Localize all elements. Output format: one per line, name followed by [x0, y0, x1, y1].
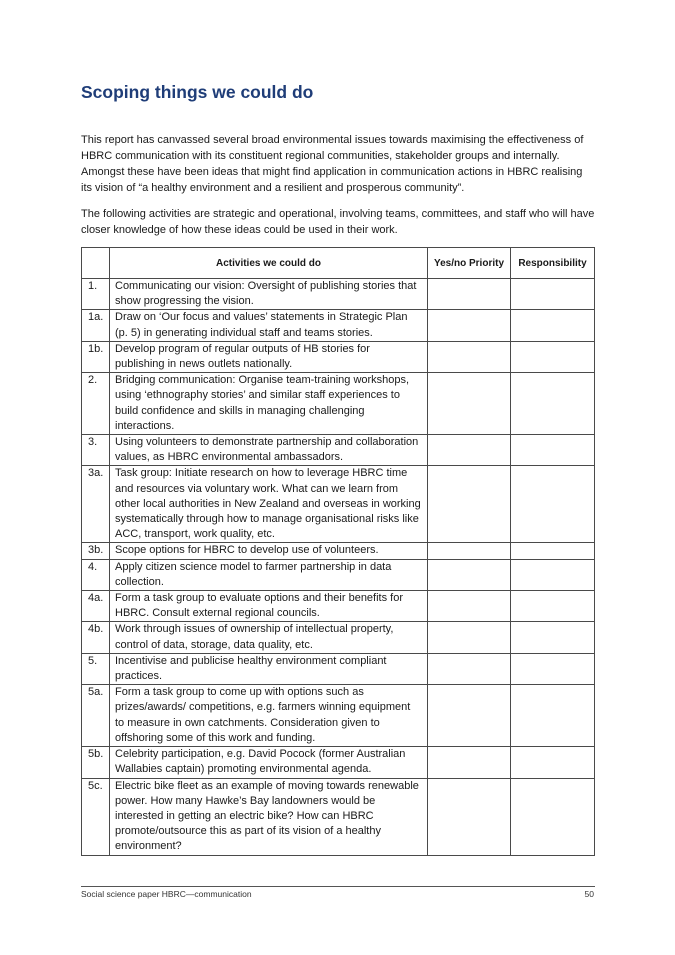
page-number: 50 — [584, 889, 594, 899]
table-row — [82, 310, 595, 341]
table-row — [82, 591, 595, 622]
row-activity: Incentivise and publicise healthy environment compliant practices. — [110, 653, 428, 684]
row-activity: Electric bike fleet as an example of moving towards renewable power. How many Hawke’s Bay landowners would be interested in getting an electric bike? How can HBRC promote/outsource this as part of its vision of a healthy environment? — [110, 778, 428, 855]
row-responsibility-cell — [511, 747, 595, 778]
table-row — [82, 341, 595, 372]
row-priority-cell — [428, 591, 511, 622]
row-number: 4. — [82, 559, 110, 590]
row-priority-cell — [428, 778, 511, 855]
row-priority-cell — [428, 622, 511, 653]
row-responsibility-cell — [511, 466, 595, 543]
row-number: 5c. — [82, 778, 110, 855]
row-responsibility-cell — [511, 373, 595, 435]
row-number: 3b. — [82, 543, 110, 559]
table-row — [82, 466, 595, 543]
table-row — [82, 435, 595, 466]
footer-divider — [81, 886, 595, 887]
table-row — [82, 685, 595, 747]
row-priority-cell — [428, 559, 511, 590]
table-row — [82, 653, 595, 684]
header-number — [82, 248, 110, 279]
row-activity: Scope options for HBRC to develop use of volunteers. — [110, 543, 428, 559]
row-number: 2. — [82, 373, 110, 435]
table-row — [82, 559, 595, 590]
row-responsibility-cell — [511, 559, 595, 590]
activities-table — [81, 247, 595, 856]
intro-paragraph: This report has canvassed several broad environmental issues towards maximising the effectiveness of HBRC communication with its constituent regional communities, stakeholder groups and internally. Amongst these have been ideas that might find application in communication actions in HBRC realising its vision of “a healthy environment and a resilient and prosperous community”. — [81, 134, 584, 194]
row-number: 5b. — [82, 747, 110, 778]
header-responsibility: Responsibility — [511, 248, 595, 279]
row-responsibility-cell — [511, 685, 595, 747]
row-priority-cell — [428, 341, 511, 372]
header-priority: Yes/no Priority — [428, 248, 511, 279]
row-number: 5. — [82, 653, 110, 684]
row-priority-cell — [428, 435, 511, 466]
row-priority-cell — [428, 466, 511, 543]
table-row — [82, 747, 595, 778]
row-priority-cell — [428, 279, 511, 310]
row-priority-cell — [428, 747, 511, 778]
row-activity: Form a task group to come up with options such as prizes/awards/ competitions, e.g. farmers winning equipment to measure in own catchments. Consideration given to offshoring some of this work and funding. — [110, 685, 428, 747]
row-activity: Task group: Initiate research on how to leverage HBRC time and resources via voluntary work. What can we learn from other local authorities in New Zealand and overseas in working systematically through how to manage organisational risks like ACC, transport, work quality, etc. — [110, 466, 428, 543]
row-activity: Develop program of regular outputs of HB stories for publishing in news outlets nationally. — [110, 341, 428, 372]
activities-paragraph: The following activities are strategic and operational, involving teams, committees, and staff who will have closer knowledge of how these ideas could be used in their work. — [81, 208, 595, 236]
row-number: 3a. — [82, 466, 110, 543]
row-responsibility-cell — [511, 279, 595, 310]
row-priority-cell — [428, 653, 511, 684]
row-priority-cell — [428, 373, 511, 435]
table-row — [82, 543, 595, 559]
row-priority-cell — [428, 685, 511, 747]
row-number: 5a. — [82, 685, 110, 747]
row-activity: Draw on ‘Our focus and values’ statements in Strategic Plan (p. 5) in generating individual staff and teams stories. — [110, 310, 428, 341]
row-number: 3. — [82, 435, 110, 466]
row-activity: Celebrity participation, e.g. David Pocock (former Australian Wallabies captain) promoting environmental agenda. — [110, 747, 428, 778]
table-row — [82, 622, 595, 653]
table-row — [82, 279, 595, 310]
footer-title: Social science paper HBRC—communication — [81, 889, 252, 899]
row-number: 1b. — [82, 341, 110, 372]
row-responsibility-cell — [511, 778, 595, 855]
row-priority-cell — [428, 543, 511, 559]
row-responsibility-cell — [511, 341, 595, 372]
table-row — [82, 373, 595, 435]
row-responsibility-cell — [511, 310, 595, 341]
header-activities: Activities we could do — [110, 248, 428, 279]
row-number: 1. — [82, 279, 110, 310]
row-number: 1a. — [82, 310, 110, 341]
row-activity: Using volunteers to demonstrate partnership and collaboration values, as HBRC environmental ambassadors. — [110, 435, 428, 466]
row-activity: Bridging communication: Organise team-training workshops, using ‘ethnography stories’ and similar staff experiences to build confidence and skills in managing challenging interactions. — [110, 373, 428, 435]
table-row — [82, 778, 595, 855]
page-heading: Scoping things we could do — [81, 82, 314, 102]
row-responsibility-cell — [511, 591, 595, 622]
row-number: 4b. — [82, 622, 110, 653]
row-responsibility-cell — [511, 653, 595, 684]
row-number: 4a. — [82, 591, 110, 622]
row-activity: Apply citizen science model to farmer partnership in data collection. — [110, 559, 428, 590]
row-priority-cell — [428, 310, 511, 341]
row-activity: Form a task group to evaluate options and their benefits for HBRC. Consult external regional councils. — [110, 591, 428, 622]
table-header-row — [82, 248, 595, 279]
row-responsibility-cell — [511, 622, 595, 653]
row-responsibility-cell — [511, 435, 595, 466]
row-activity: Communicating our vision: Oversight of publishing stories that show progressing the vision. — [110, 279, 428, 310]
row-activity: Work through issues of ownership of intellectual property, control of data, storage, data quality, etc. — [110, 622, 428, 653]
row-responsibility-cell — [511, 543, 595, 559]
